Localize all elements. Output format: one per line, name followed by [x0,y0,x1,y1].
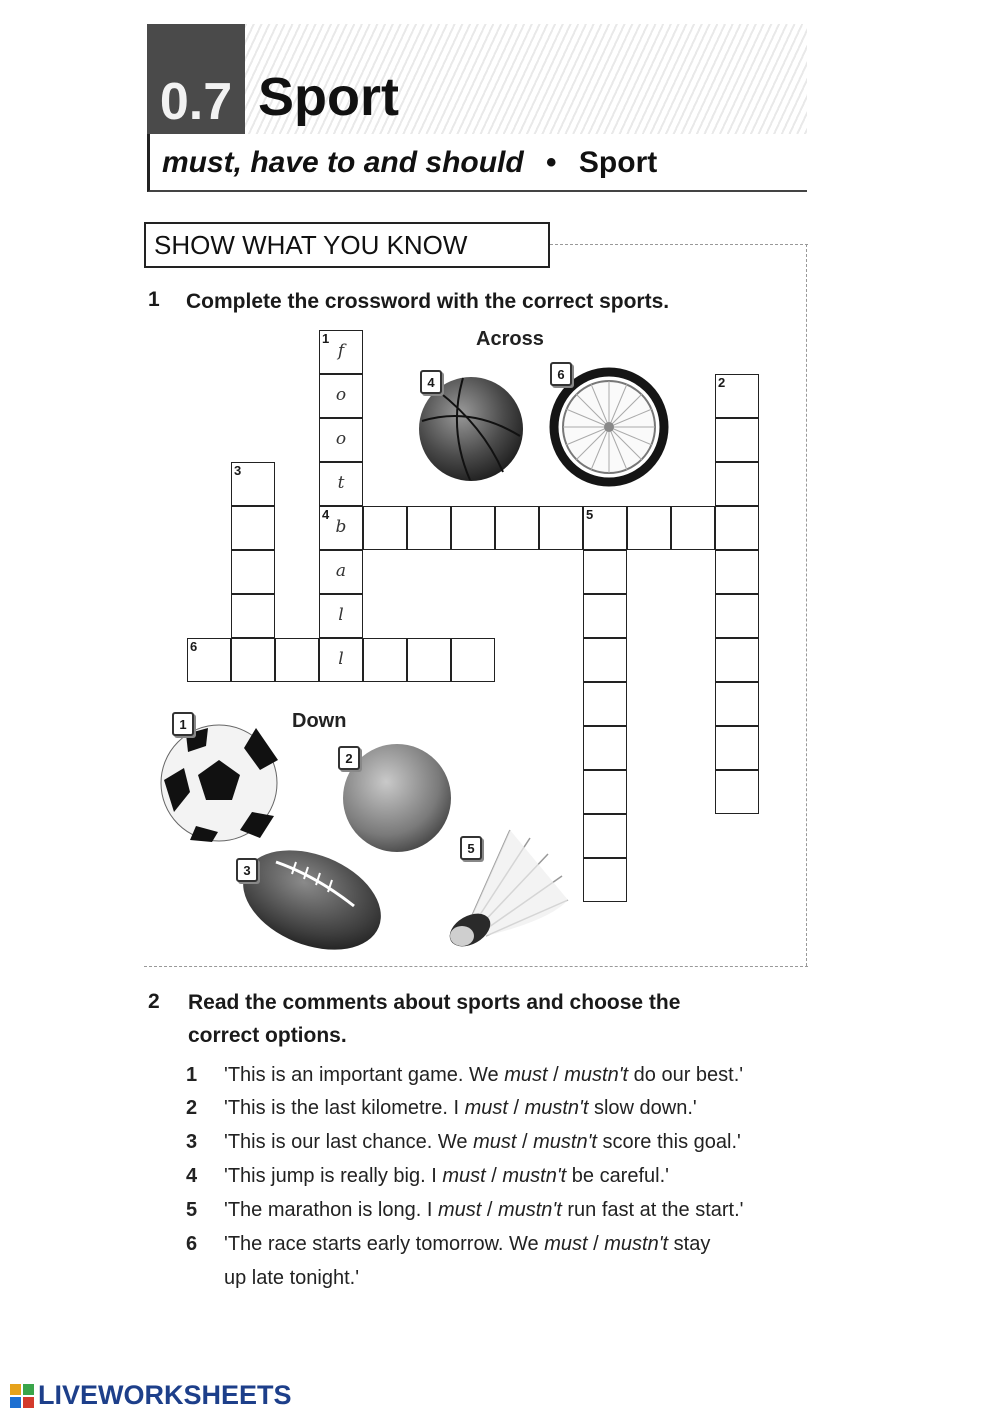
option-must[interactable]: must [437,1199,482,1221]
option-separator: / [516,1131,534,1153]
item-number: 3 [186,1131,198,1153]
option-mustnt[interactable]: mustn't [564,1064,629,1086]
crossword-cell[interactable] [319,418,363,462]
unit-number: 0.7 [147,24,245,134]
brand-logo[interactable] [10,1380,292,1411]
cell-letter: o [335,429,347,449]
option-separator: / [547,1064,565,1086]
option-separator: / [587,1233,605,1255]
item-number: 6 [186,1233,198,1255]
clue-tag: 4 [420,370,442,394]
cell-letter: l [338,649,344,669]
option-must[interactable]: must [442,1165,486,1187]
option-must[interactable]: must [464,1097,508,1119]
crossword-cell[interactable] [231,550,275,594]
clue-tag: 6 [550,362,572,386]
item-text: 'This is the last kilometre. I [224,1097,465,1119]
crossword-cell[interactable] [583,682,627,726]
cell-letter: b [335,517,347,537]
crossword-cell[interactable] [715,770,759,814]
subtitle-bullet: • [546,146,557,179]
exercise-1-instruction: Complete the crossword with the correct sports. [186,290,670,313]
item-text: up late tonight.' [224,1267,360,1289]
section-border-bottom [144,966,808,967]
item-text: score this goal.' [596,1131,741,1153]
option-mustnt[interactable]: mustn't [604,1233,669,1255]
item-text: 'The race starts early tomorrow. We [224,1233,545,1255]
crossword-cell[interactable] [319,638,363,682]
cell-letter: a [335,561,347,581]
clue-number: 5 [586,507,594,522]
brand-text: LIVEWORKSHEETS [38,1380,292,1410]
clue-tag: 1 [172,712,194,736]
rugby-ball-icon [236,842,388,954]
clue-number: 4 [322,507,330,522]
football-icon [156,720,282,846]
cell-letter: l [338,605,344,625]
option-mustnt[interactable]: mustn't [502,1165,567,1187]
crossword-cell[interactable] [715,594,759,638]
crossword-cell[interactable] [319,374,363,418]
crossword-cell[interactable] [231,506,275,550]
clue-number: 2 [718,375,726,390]
clue-number: 1 [322,331,330,346]
option-must[interactable]: must [473,1131,517,1153]
clue-tag: 5 [460,836,482,860]
subtitle [162,146,657,180]
crossword-cell[interactable] [715,726,759,770]
crossword-cell[interactable] [363,506,407,550]
crossword-cell[interactable] [671,506,715,550]
section-border-top [550,244,808,245]
section-border-right [806,244,807,966]
crossword-cell[interactable] [715,506,759,550]
item-text: 'This is an important game. We [224,1064,505,1086]
crossword-cell[interactable] [275,638,319,682]
unit-title: Sport [258,67,399,127]
crossword-cell[interactable] [583,506,627,550]
cell-letter: t [337,473,345,493]
option-mustnt[interactable]: mustn't [533,1131,597,1153]
crossword-cell[interactable] [231,462,275,506]
crossword-cell[interactable] [319,550,363,594]
item-text: 'The marathon is long. I [224,1199,438,1221]
exercise-2-instruction-line: Read the comments about sports and choose the [188,991,681,1014]
cell-letter: o [335,385,347,405]
item-number: 5 [186,1199,198,1221]
cell-letter: f [337,341,345,361]
subtitle-topic: Sport [578,146,658,179]
crossword-cell[interactable] [583,638,627,682]
crossword-cell[interactable] [451,638,495,682]
option-must[interactable]: must [544,1233,588,1255]
option-must[interactable]: must [504,1064,548,1086]
crossword-cell[interactable] [539,506,583,550]
crossword-cell[interactable] [319,330,363,374]
option-mustnt[interactable]: mustn't [497,1199,562,1221]
crossword-cell[interactable] [583,550,627,594]
crossword-cell[interactable] [407,506,451,550]
crossword-cell[interactable] [627,506,671,550]
clue-tag: 2 [338,746,360,770]
crossword-cell[interactable] [583,858,627,902]
item-text: 'This jump is really big. I [224,1165,443,1187]
item-number: 4 [186,1165,198,1187]
item-text: stay [668,1233,711,1255]
clue-tag: 3 [236,858,258,882]
crossword-cell[interactable] [187,638,231,682]
item-text: slow down.' [588,1097,697,1119]
item-text: be careful.' [566,1165,669,1187]
item-number: 2 [186,1097,198,1119]
crossword-cell[interactable] [715,462,759,506]
option-mustnt[interactable]: mustn't [524,1097,589,1119]
crossword-cell[interactable] [715,418,759,462]
clue-number: 6 [190,639,198,654]
crossword-cell[interactable] [715,638,759,682]
crossword-cell[interactable] [451,506,495,550]
crossword-cell[interactable] [715,550,759,594]
crossword-cell[interactable] [319,462,363,506]
across-label: Across [476,328,544,350]
item-text: do our best.' [628,1064,744,1086]
clue-number: 3 [234,463,242,478]
liveworksheets-logo-icon [10,1384,34,1408]
down-label: Down [292,710,347,732]
section-label: SHOW WHAT YOU KNOW [144,222,550,268]
exercise-2-number: 2 [148,990,160,1013]
item-text: run fast at the start.' [561,1199,744,1221]
crossword-cell[interactable] [319,506,363,550]
crossword-cell[interactable] [715,682,759,726]
crossword-cell[interactable] [407,638,451,682]
option-separator: / [485,1165,503,1187]
item-text: 'This is our last chance. We [224,1131,474,1153]
crossword-cell[interactable] [363,638,407,682]
crossword-cell[interactable] [495,506,539,550]
item-number: 1 [186,1064,198,1086]
crossword-cell[interactable] [583,814,627,858]
crossword-cell[interactable] [231,594,275,638]
option-separator: / [507,1097,525,1119]
crossword-cell[interactable] [583,770,627,814]
crossword-cell[interactable] [715,374,759,418]
option-separator: / [481,1199,498,1221]
crossword-cell[interactable] [583,726,627,770]
exercise-2-instruction-line: correct options. [188,1024,347,1047]
exercise-1-number: 1 [148,288,160,311]
exercise-2-instruction [188,986,680,1052]
crossword-cell[interactable] [231,638,275,682]
subtitle-grammar: must, have to and should [162,146,524,179]
crossword-cell[interactable] [319,594,363,638]
crossword-cell[interactable] [583,594,627,638]
